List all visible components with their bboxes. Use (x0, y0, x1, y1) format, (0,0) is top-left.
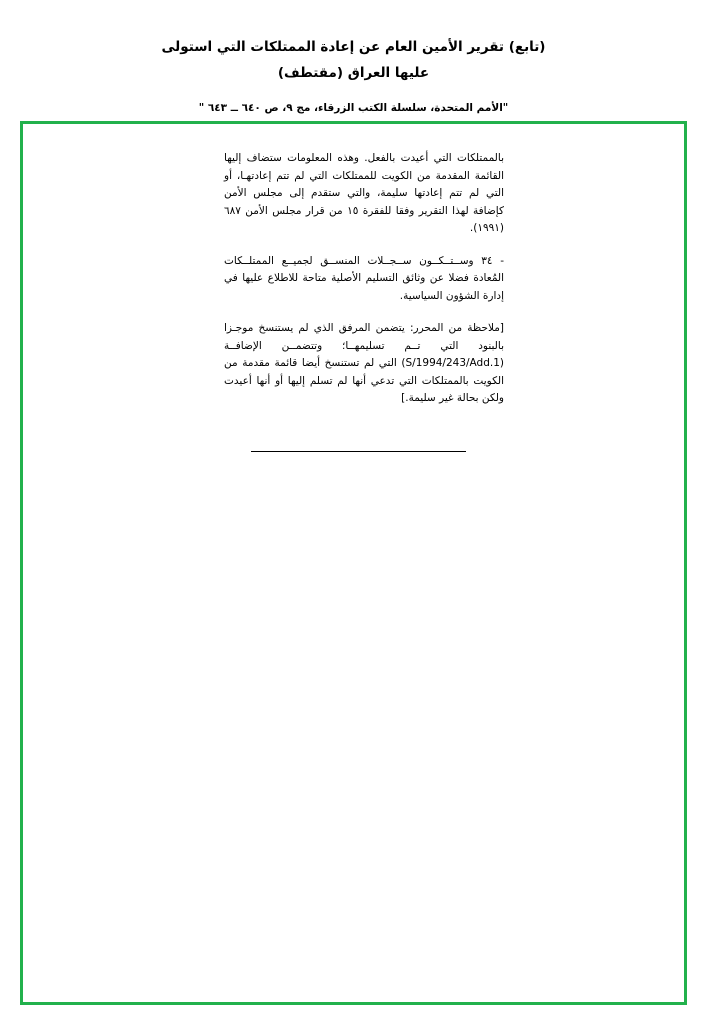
horizontal-rule-icon (251, 451, 466, 452)
editor-note: [ملاحظة من المحرر: يتضمن المرفق الذي لم يستنسخ موجـزا بالبنود التي تــم تسليمهــا؛ وتتضمــن الإضافــة (S/1994/243/Add.1) التي لم تستنسخ أيضا قائمة مقدمة من الكويت بالممتلكات التي تدعي أنها لم تسلم إليها أو أنها أعيدت ولكن بحالة غير سليمة.] (224, 322, 504, 404)
body-text-column (224, 150, 504, 408)
page-title-line-1: (تابع) تقرير الأمين العام عن إعادة الممتلكات التي استولى (161, 39, 546, 55)
page-title (0, 34, 707, 86)
page-title-line-2: عليها العراق (مقتطف) (277, 65, 430, 81)
paragraph-continuation: بالممتلكات التي أعيدت بالفعل. وهذه المعلومات ستضاف إليها القائمة المقدمة من الكويت للممتلكات التي لم تتم إعادتهـا، أو التي لم تتم إعادتها سليمة، والتي ستقدم إلى مجلس الأمن كإضافة لهذا التقرير وفقا للفقرة ١٥ من قرار مجلس الأمن ٦٨٧ (١٩٩١). (224, 152, 504, 234)
paragraph-34: - ٣٤ وســتــكــون ســجــلات المنســق لجميــع الممتلــكات المُعادة فضلا عن وثائق التسليم الأصلية متاحة للاطلاع عليها في إدارة الشؤون السياسية. (224, 254, 504, 302)
document-header (0, 34, 707, 116)
green-border-frame (20, 121, 687, 1005)
divider-container (218, 437, 498, 456)
source-citation: "الأمم المتحدة، سلسلة الكتب الزرقاء، مج ٩، ص ٦٤٠ ــ ٦٤٣ " (198, 102, 509, 114)
